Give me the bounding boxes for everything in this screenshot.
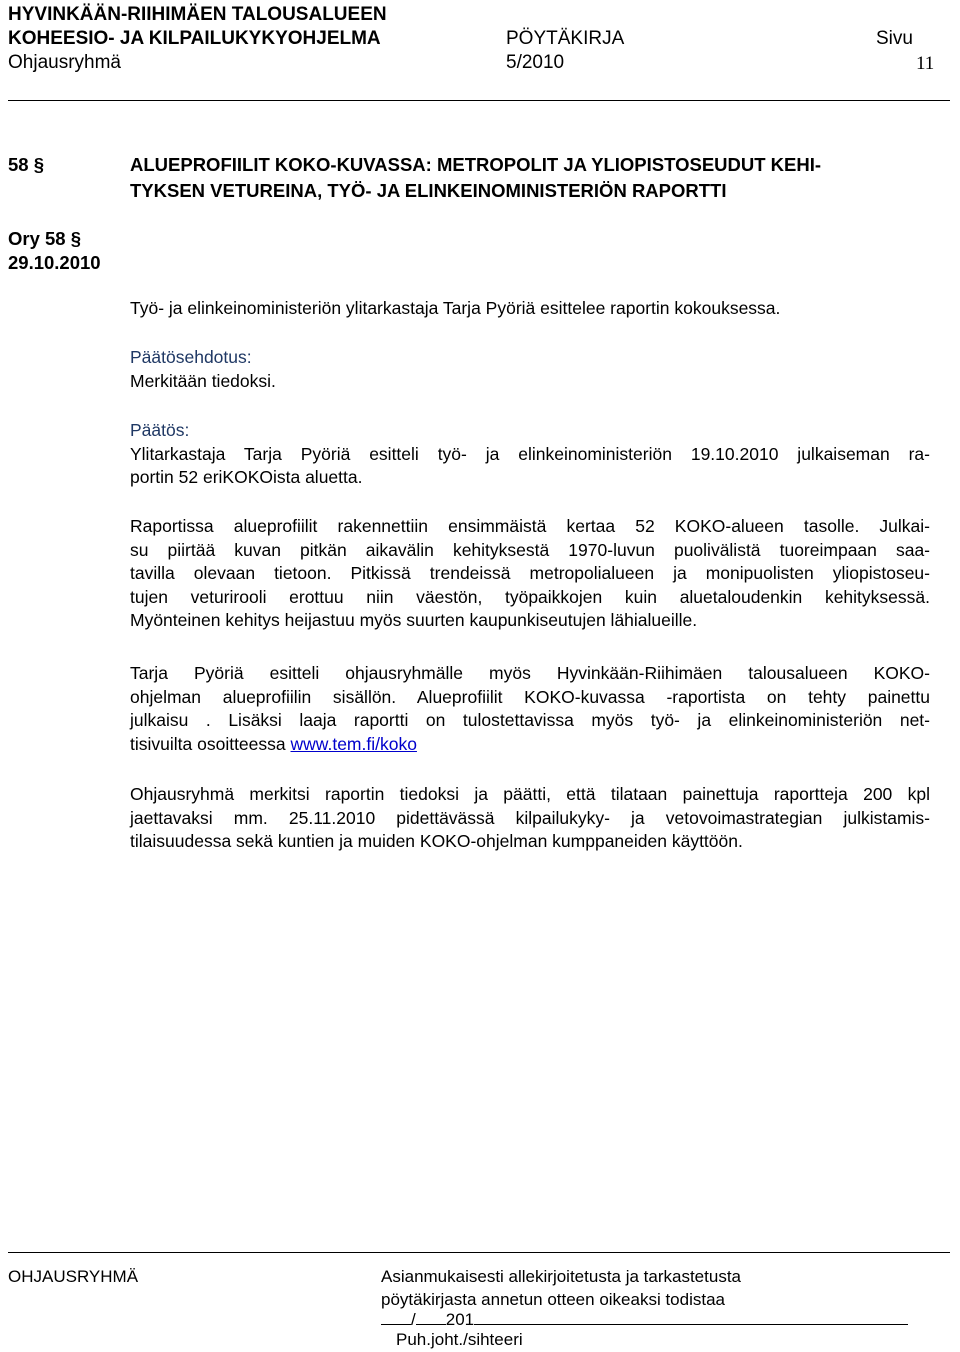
decision-paragraph: Ohjausryhmä merkitsi raportin tiedoksi ja päätti, että tilataan painettuja raportteja 200 kpl jaettavaksi mm. 25.11.2010 pidettävässä kilpailukyky- ja vetovoimastrategian julkistamis- tilaisuudessa sekä kuntien ja muiden KOKO-ohjelman kumppaneiden käyttöön. [130, 784, 930, 852]
date-year: 201 [445, 1310, 475, 1329]
signature-line [474, 1306, 908, 1325]
footer-group: OHJAUSRYHMÄ [8, 1267, 139, 1286]
tem-link[interactable]: www.tem.fi/koko [290, 733, 417, 754]
report-paragraph: Raportissa alueprofiilit rakennettiin ensimmäistä kertaa 52 KOKO-alueen tasolle. Julkai- su piirtää kuvan pitkän aikavälin kehityksestä 1970-luvun puolivälistä tuoreimpaan saa- tavilla olevaan tietoon. Pitkissä trendeissä metropolialueen ja monipuolisten yliopistoseu- tujen veturirooli erottuu niin väestön, työpaikkojen kuin aluetaloudenkin kehityksessä. Myönteinen kehitys heijastuu myös suurten kaupunkiseutujen lähialueille. [130, 516, 930, 631]
section-reference: Ory 58 § 29.10.2010 [8, 226, 101, 276]
header-meeting-no: 5/2010 [506, 52, 565, 73]
header-divider [8, 100, 950, 101]
intro-paragraph: Työ- ja elinkeinoministeriön ylitarkastaja Tarja Pyöriä esittelee raportin kokouksessa. [130, 298, 781, 318]
header-page-label: Sivu [876, 28, 913, 49]
proposal-text: Merkitään tiedoksi. [130, 370, 276, 391]
proposal-label: Päätösehdotus: [130, 347, 252, 367]
decision-block: Päätös: Ylitarkastaja Tarja Pyöriä esitteli työ- ja elinkeinoministeriön 19.10.2010 julkaiseman ra- portin 52 eriKOKOista aluetta. [130, 420, 930, 488]
decision-label: Päätös: [130, 420, 190, 440]
footer-cert-line1: Asianmukaisesti allekirjoitetusta ja tarkastetusta [381, 1267, 741, 1286]
section-date: 29.10.2010 [8, 252, 101, 273]
header-doc-type: PÖYTÄKIRJA [506, 28, 625, 49]
section-title: ALUEPROFIILIT KOKO-KUVASSA: METROPOLIT JA YLIOPISTOSEUDUT KEHI- TYKSEN VETUREINA, TYÖ- JA ELINKEINOMINISTERIÖN RAPORTTI [130, 154, 822, 201]
header-group: Ohjausryhmä [8, 52, 121, 73]
section-number: 58 § [8, 154, 45, 175]
footer-signer: Puh.joht./sihteeri [396, 1330, 523, 1349]
presentation-paragraph: Tarja Pyöriä esitteli ohjausryhmälle myös Hyvinkään-Riihimäen talousalueen KOKO- ohjelman alueprofiilin sisällön. Alueprofiilit KOKO-kuvassa -raportista on tehty painettu julkaisu . Lisäksi laaja raportti on tulostettavissa myös työ- ja elinkeinoministeriön net- tisivuilta osoitteessa www.tem.fi/koko [130, 663, 930, 754]
header-org: HYVINKÄÄN-RIIHIMÄEN TALOUSALUEEN [8, 4, 387, 25]
date-slash: / [411, 1310, 416, 1329]
section-symbol: § [33, 154, 45, 175]
footer-divider [8, 1252, 950, 1253]
header-program: KOHEESIO- JA KILPAILUKYKYOHJELMA [8, 28, 381, 49]
footer-cert-line2: pöytäkirjasta annetun otteen oikeaksi todistaa [381, 1290, 726, 1309]
ref-symbol: § [70, 228, 82, 249]
header-page-no: 11 [916, 53, 935, 74]
proposal-block [130, 346, 930, 393]
